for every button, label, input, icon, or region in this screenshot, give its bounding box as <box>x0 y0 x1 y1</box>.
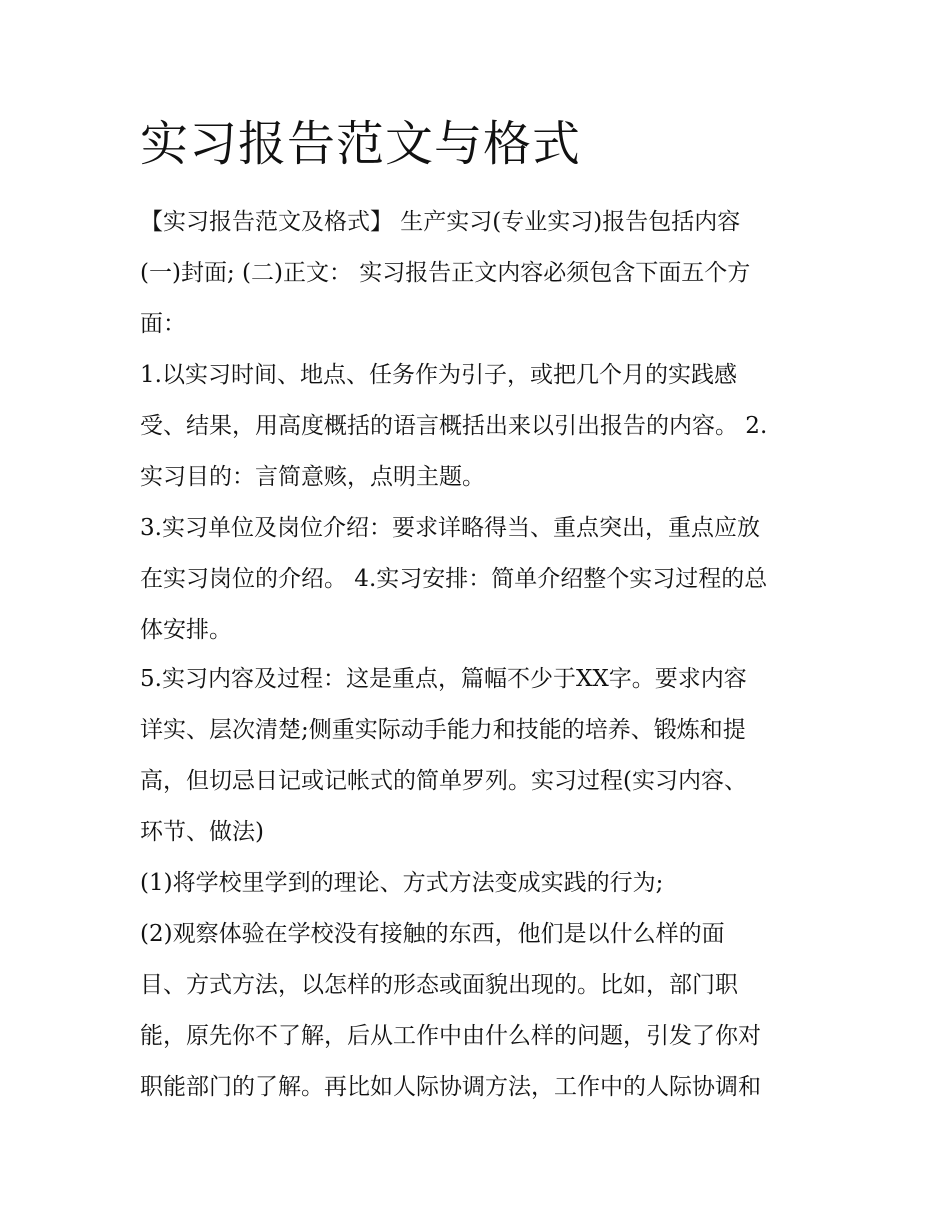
body-line: 环节、做法) <box>140 819 264 845</box>
body-line: 在实习岗位的介绍。 4.实习安排：简单介绍整个实习过程的总 <box>140 566 768 592</box>
body-line: 3.实习单位及岗位介绍：要求详略得当、重点突出，重点应放 <box>140 515 760 541</box>
body-line: 能，原先你不了解，后从工作中由什么样的问题，引发了你对 <box>140 1023 761 1049</box>
body-line: (2)观察体验在学校没有接触的东西，他们是以什么样的面 <box>140 921 725 947</box>
body-line: (1)将学校里学到的理论、方式方法变成实践的行为; <box>140 870 664 896</box>
body-line: 实习目的：言简意赅，点明主题。 <box>140 464 485 490</box>
body-line: 体安排。 <box>140 617 232 643</box>
body-line: 受、结果，用高度概括的语言概括出来以引出报告的内容。 2. <box>140 413 768 439</box>
body-line: 1.以实习时间、地点、任务作为引子，或把几个月的实践感 <box>140 362 737 388</box>
body-line: 目、方式方法，以怎样的形态或面貌出现的。比如，部门职 <box>140 972 738 998</box>
body-line: (一)封面; (二)正文： 实习报告正文内容必须包含下面五个方 <box>140 260 751 286</box>
body-line: 面： <box>140 311 186 337</box>
page-title: 实习报告范文与格式 <box>140 116 582 172</box>
body-line: 【实习报告范文及格式】 生产实习(专业实习)报告包括内容 <box>140 209 741 235</box>
body-line: 高，但切忌日记或记帐式的简单罗列。实习过程(实习内容、 <box>140 768 747 794</box>
body-line: 5.实习内容及过程：这是重点，篇幅不少于XX字。要求内容 <box>140 666 747 692</box>
body-line: 详实、层次清楚;侧重实际动手能力和技能的培养、锻炼和提 <box>140 717 746 743</box>
body-line: 职能部门的了解。再比如人际协调方法，工作中的人际协调和 <box>140 1074 761 1100</box>
